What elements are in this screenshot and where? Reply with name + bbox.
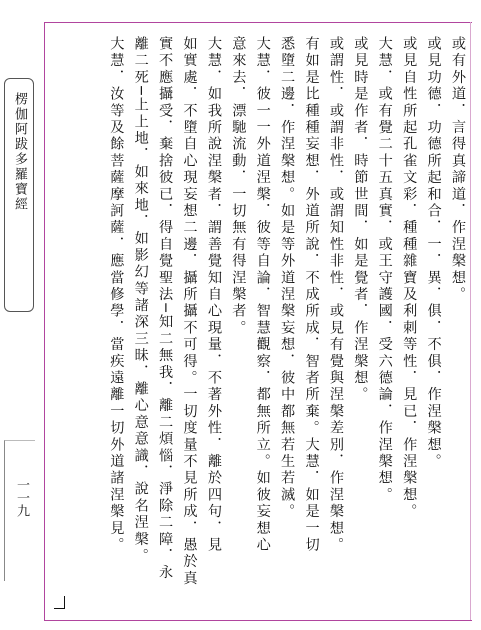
text-line: 或見功德．功德所起和合．一．異．俱．不俱．作涅槃想。 bbox=[425, 36, 442, 471]
text-line: 大慧．汝等及餘菩薩摩訶薩．應當修學．當疾遠離一切外道諸涅槃見。 bbox=[108, 36, 125, 554]
text-line: 有如是比種種妄想．外道所說．不成所成．智者所棄。大慧．如是一切 bbox=[303, 36, 320, 554]
text-line: 意來去．漂馳流動．一切無有得涅槃者。 bbox=[230, 36, 247, 337]
text-line: 實不應攝受．棄捨彼已．得自覺聖法─知二無我．離二煩惱．淨除二障．永 bbox=[157, 36, 174, 582]
sutra-title: 楞伽阿跋多羅寶經 bbox=[12, 92, 27, 212]
paragraph-end-mark bbox=[54, 596, 65, 609]
page-number: 一一九 bbox=[14, 478, 29, 517]
text-line: 或見時是作者．時節世間．如是覺者．作涅槃想。 bbox=[352, 36, 369, 404]
text-line: 如實處．不墮自心現妄想二邊．攝所攝不可得。一切度量不見所成．愚於真 bbox=[181, 36, 198, 588]
text-line: 或有外道．言得真諦道．作涅槃想。 bbox=[450, 36, 466, 304]
text-line: 大慧．如我所說涅槃者．謂善覺知自心現量．不著外性．離於四句．見 bbox=[205, 36, 222, 554]
text-line: 或謂性．或謂非性．或謂知性非性．或見有覺與涅槃差別．作涅槃想。 bbox=[327, 36, 344, 554]
text-line: 悉墮二邊．作涅槃想。如是等外道涅槃妄想．彼中都無若生若滅。 bbox=[279, 36, 296, 521]
text-line: 離二死─上上地．如來地．如影幻等諸深三昧．離心意意識．說名涅槃。 bbox=[132, 36, 149, 565]
page-frame-top bbox=[44, 22, 472, 23]
sutra-text-block bbox=[50, 36, 470, 616]
text-line: 或見自性所起孔雀文彩．種種雜寶及利刺等性．見已．作涅槃想。 bbox=[401, 36, 418, 521]
page-frame-bottom bbox=[44, 620, 472, 621]
text-line: 大慧．或有覺二十五真實．或王守護國．受六德論．作涅槃想。 bbox=[376, 36, 393, 504]
page-margin-line bbox=[470, 22, 471, 620]
text-line: 大慧．彼一一外道涅槃．彼等自論．智慧觀察．都無所立。如彼妄想心 bbox=[254, 36, 271, 554]
page-frame-left bbox=[44, 22, 45, 620]
